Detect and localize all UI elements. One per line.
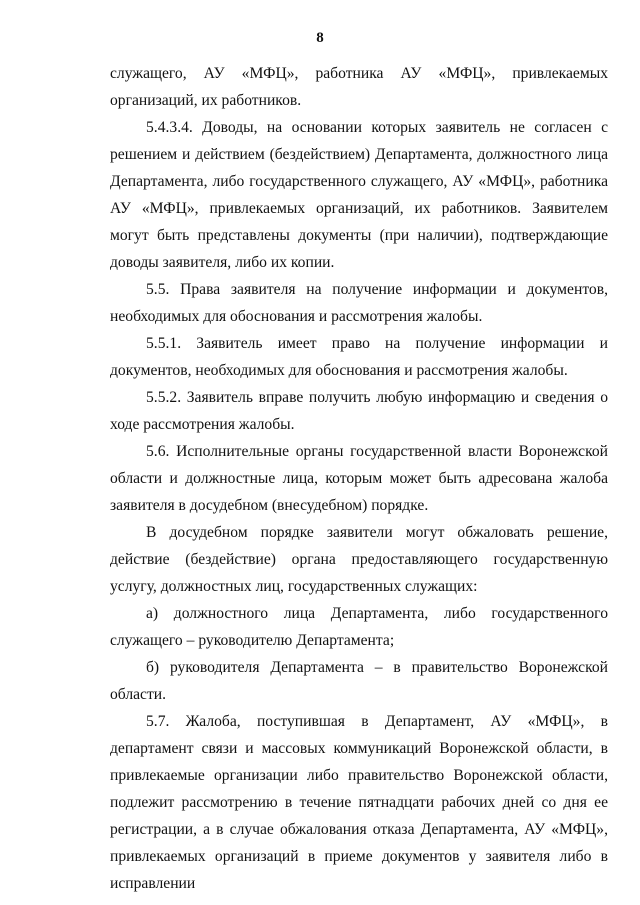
paragraph-5-4-3-4: 5.4.3.4. Доводы, на основании которых заявитель не согласен с решением и действием (бездействием) Департамента, должностного лица Департамента, либо государственного служащего, АУ «МФЦ», работника АУ «МФЦ», привлекаемых организаций, их работников. Заявителем могут быть представлены документы (при наличии), подтверждающие доводы заявителя, либо их копии. (110, 119, 608, 271)
paragraph-5-6: 5.6. Исполнительные органы государственной власти Воронежской области и должностные лица, которым может быть адресована жалоба заявителя в досудебном (внесудебном) порядке. (110, 443, 608, 514)
paragraph-continuation: служащего, АУ «МФЦ», работника АУ «МФЦ», привлекаемых организаций, их работников. (110, 65, 608, 109)
paragraph-item-a: а) должностного лица Департамента, либо государственного служащего – руководителю Департамента; (110, 605, 608, 649)
page-number: 8 (316, 30, 324, 46)
paragraph-5-5-2: 5.5.2. Заявитель вправе получить любую информацию и сведения о ходе рассмотрения жалобы. (110, 389, 608, 433)
paragraph-pretrial-appeal: В досудебном порядке заявители могут обжаловать решение, действие (бездействие) органа предоставляющего государственную услугу, должностных лиц, государственных служащих: (110, 524, 608, 595)
paragraph-item-b: б) руководителя Департамента – в правительство Воронежской области. (110, 659, 608, 703)
paragraph-5-5-1: 5.5.1. Заявитель имеет право на получение информации и документов, необходимых для обоснования и рассмотрения жалобы. (110, 335, 608, 379)
document-body (110, 60, 608, 897)
paragraph-5-7: 5.7. Жалоба, поступившая в Департамент, АУ «МФЦ», в департамент связи и массовых коммуникаций Воронежской области, в привлекаемые организации либо правительство Воронежской области, подлежит рассмотрению в течение пятнадцати рабочих дней со дня ее регистрации, а в случае обжалования отказа Департамента, АУ «МФЦ», привлекаемых организаций в приеме документов у заявителя либо в исправлении (110, 713, 608, 892)
paragraph-5-5: 5.5. Права заявителя на получение информации и документов, необходимых для обоснования и рассмотрения жалобы. (110, 281, 608, 325)
